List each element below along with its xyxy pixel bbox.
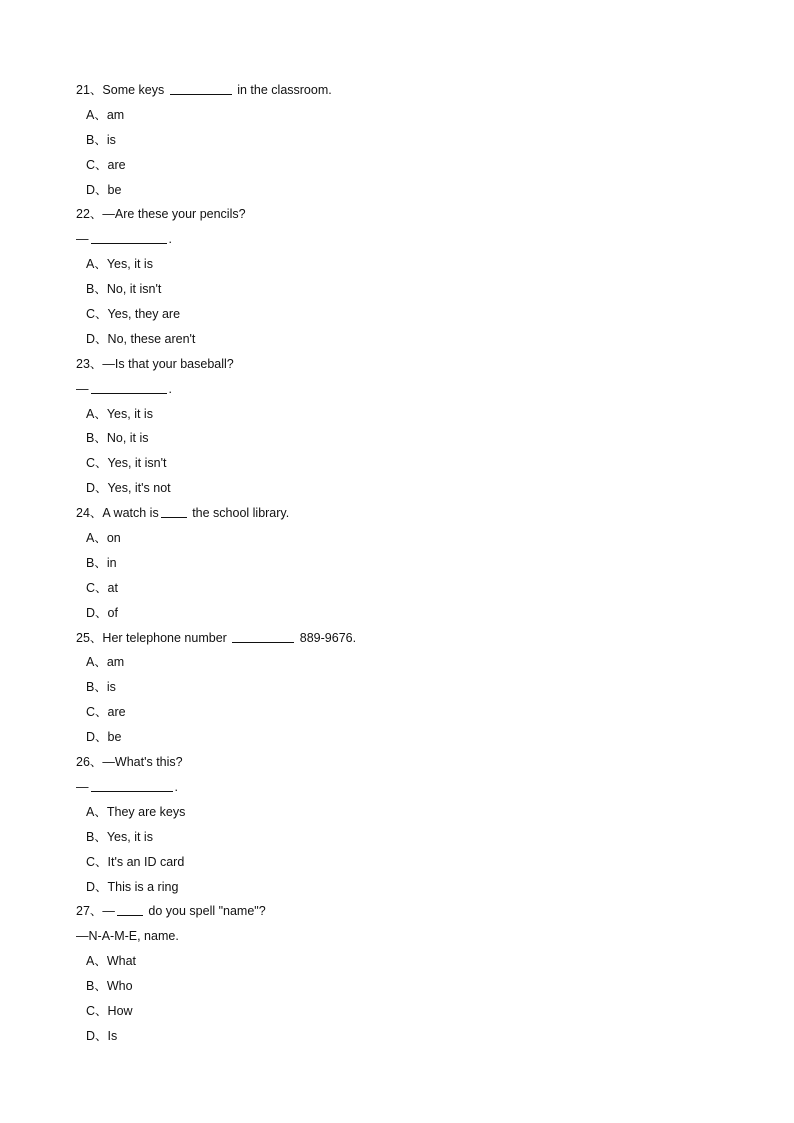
option-letter: C — [86, 580, 96, 595]
option-text: Is — [107, 1028, 118, 1043]
question-26-stem — [76, 750, 736, 775]
separator: 、 — [94, 680, 107, 695]
option-text: Yes, it isn't — [107, 456, 167, 471]
option-letter: C — [86, 705, 96, 720]
answer-blank — [161, 504, 187, 518]
separator: 、 — [89, 356, 103, 371]
option-21-c — [76, 153, 736, 178]
separator: 、 — [94, 804, 107, 819]
option-letter: B — [86, 555, 95, 570]
option-24-d — [76, 601, 736, 626]
option-letter: A — [86, 531, 95, 546]
stem-text: Some keys — [102, 83, 165, 97]
option-25-c — [76, 700, 736, 725]
question-27-stem — [76, 899, 736, 924]
option-text: How — [107, 1003, 133, 1018]
stem-text: in the classroom. — [237, 83, 332, 97]
option-27-b — [76, 974, 736, 999]
option-letter: C — [86, 854, 96, 869]
stem-text: A watch is — [102, 506, 159, 521]
question-list — [76, 78, 736, 1049]
option-text: Yes, it is — [106, 829, 153, 844]
answer-blank — [232, 629, 294, 643]
option-21-d — [76, 178, 736, 203]
option-letter: B — [86, 132, 95, 147]
option-26-d — [76, 875, 736, 900]
dash: — — [76, 779, 89, 794]
option-27-a — [76, 949, 736, 974]
separator: 、 — [94, 132, 107, 147]
option-26-c — [76, 850, 736, 875]
separator: 、 — [95, 879, 108, 894]
question-23-reply — [76, 377, 736, 402]
separator: 、 — [94, 979, 107, 994]
option-letter: D — [86, 1028, 96, 1043]
separator: 、 — [89, 755, 103, 770]
option-text: of — [107, 605, 118, 620]
answer-blank — [170, 81, 232, 95]
question-27-reply — [76, 924, 736, 949]
option-text: They are keys — [106, 804, 186, 819]
option-22-a — [76, 252, 736, 277]
separator: 、 — [94, 257, 107, 272]
question-number: 22 — [76, 207, 90, 222]
option-25-a — [76, 650, 736, 675]
separator: 、 — [89, 904, 103, 919]
option-22-d — [76, 327, 736, 352]
option-letter: D — [86, 331, 96, 346]
separator: 、 — [89, 83, 103, 97]
separator: 、 — [94, 829, 107, 844]
separator: 、 — [94, 431, 107, 446]
option-text: What — [106, 954, 137, 969]
option-letter: A — [86, 655, 95, 670]
option-24-b — [76, 551, 736, 576]
option-text: be — [107, 730, 122, 745]
option-letter: C — [86, 157, 96, 172]
separator: 、 — [95, 307, 108, 322]
option-letter: A — [86, 406, 95, 421]
separator: 、 — [95, 1028, 108, 1043]
separator: 、 — [95, 854, 108, 869]
question-number: 25 — [76, 630, 90, 645]
separator: 、 — [89, 207, 103, 222]
stem-text: —What's this? — [102, 755, 183, 770]
option-letter: B — [86, 829, 95, 844]
option-text: at — [107, 580, 118, 595]
option-letter: C — [86, 307, 96, 322]
option-letter: C — [86, 1003, 96, 1018]
option-text: Who — [106, 979, 133, 994]
stem-text: 889-9676. — [299, 630, 357, 645]
option-letter: D — [86, 481, 96, 496]
option-text: am — [106, 655, 125, 670]
option-letter: C — [86, 456, 96, 471]
question-number: 24 — [76, 506, 90, 521]
dash: — — [76, 232, 89, 247]
separator: 、 — [94, 406, 107, 421]
answer-blank — [91, 778, 173, 792]
option-text: be — [107, 182, 122, 197]
period: . — [168, 232, 172, 247]
option-26-b — [76, 825, 736, 850]
option-text: Yes, they are — [107, 307, 181, 322]
separator: 、 — [95, 580, 108, 595]
question-25-stem — [76, 626, 736, 651]
stem-text: Her telephone number — [102, 630, 227, 645]
separator: 、 — [95, 157, 108, 172]
option-letter: B — [86, 431, 95, 446]
separator: 、 — [94, 531, 107, 546]
option-letter: D — [86, 879, 96, 894]
option-text: on — [106, 531, 121, 546]
separator: 、 — [94, 282, 107, 297]
stem-text: do you spell "name"? — [148, 904, 266, 919]
option-text: This is a ring — [107, 879, 179, 894]
answer-blank — [91, 380, 167, 394]
period: . — [174, 779, 178, 794]
option-23-d — [76, 476, 736, 501]
option-23-c — [76, 451, 736, 476]
option-text: are — [107, 705, 126, 720]
option-25-b — [76, 675, 736, 700]
option-21-a — [76, 103, 736, 128]
separator: 、 — [95, 1003, 108, 1018]
question-number: 26 — [76, 755, 90, 770]
option-text: Yes, it is — [106, 257, 153, 272]
separator: 、 — [94, 655, 107, 670]
option-letter: A — [86, 107, 95, 122]
separator: 、 — [89, 630, 103, 645]
separator: 、 — [95, 730, 108, 745]
question-22-stem — [76, 202, 736, 227]
question-number: 27 — [76, 904, 90, 919]
option-24-a — [76, 526, 736, 551]
option-21-b — [76, 128, 736, 153]
stem-text: the school library. — [192, 506, 290, 521]
question-23-stem — [76, 352, 736, 377]
answer-blank — [117, 902, 143, 916]
separator: 、 — [95, 605, 108, 620]
option-27-d — [76, 1024, 736, 1049]
option-letter: B — [86, 979, 95, 994]
option-text: is — [106, 132, 116, 147]
option-23-b — [76, 426, 736, 451]
option-26-a — [76, 800, 736, 825]
separator: 、 — [89, 506, 103, 521]
question-24-stem — [76, 501, 736, 526]
separator: 、 — [95, 331, 108, 346]
separator: 、 — [94, 107, 107, 122]
option-letter: D — [86, 182, 96, 197]
separator: 、 — [94, 954, 107, 969]
separator: 、 — [95, 481, 108, 496]
separator: 、 — [94, 555, 107, 570]
option-text: Yes, it is — [106, 406, 153, 421]
option-letter: A — [86, 257, 95, 272]
option-text: It's an ID card — [107, 854, 185, 869]
option-27-c — [76, 999, 736, 1024]
option-letter: B — [86, 680, 95, 695]
separator: 、 — [95, 705, 108, 720]
option-23-a — [76, 402, 736, 427]
answer-blank — [91, 230, 167, 244]
reply-text: —N-A-M-E, name. — [76, 929, 179, 944]
option-text: No, these aren't — [107, 331, 196, 346]
question-number: 23 — [76, 356, 90, 371]
option-letter: D — [86, 605, 96, 620]
option-25-d — [76, 725, 736, 750]
question-26-reply — [76, 775, 736, 800]
question-21-stem — [76, 78, 736, 103]
separator: 、 — [95, 456, 108, 471]
separator: 、 — [95, 182, 108, 197]
dash: — — [76, 381, 89, 396]
option-text: No, it isn't — [106, 282, 162, 297]
option-text: in — [106, 555, 117, 570]
question-22-reply — [76, 227, 736, 252]
option-letter: D — [86, 730, 96, 745]
option-24-c — [76, 576, 736, 601]
option-text: are — [107, 157, 126, 172]
stem-text: —Are these your pencils? — [102, 207, 246, 222]
option-text: is — [106, 680, 116, 695]
period: . — [168, 381, 172, 396]
dash: — — [102, 904, 115, 919]
option-text: No, it is — [106, 431, 149, 446]
option-22-c — [76, 302, 736, 327]
option-text: am — [106, 107, 125, 122]
question-number: 21 — [76, 83, 90, 97]
option-text: Yes, it's not — [107, 481, 171, 496]
option-letter: B — [86, 282, 95, 297]
option-letter: A — [86, 804, 95, 819]
option-22-b — [76, 277, 736, 302]
option-letter: A — [86, 954, 95, 969]
stem-text: —Is that your baseball? — [102, 356, 234, 371]
